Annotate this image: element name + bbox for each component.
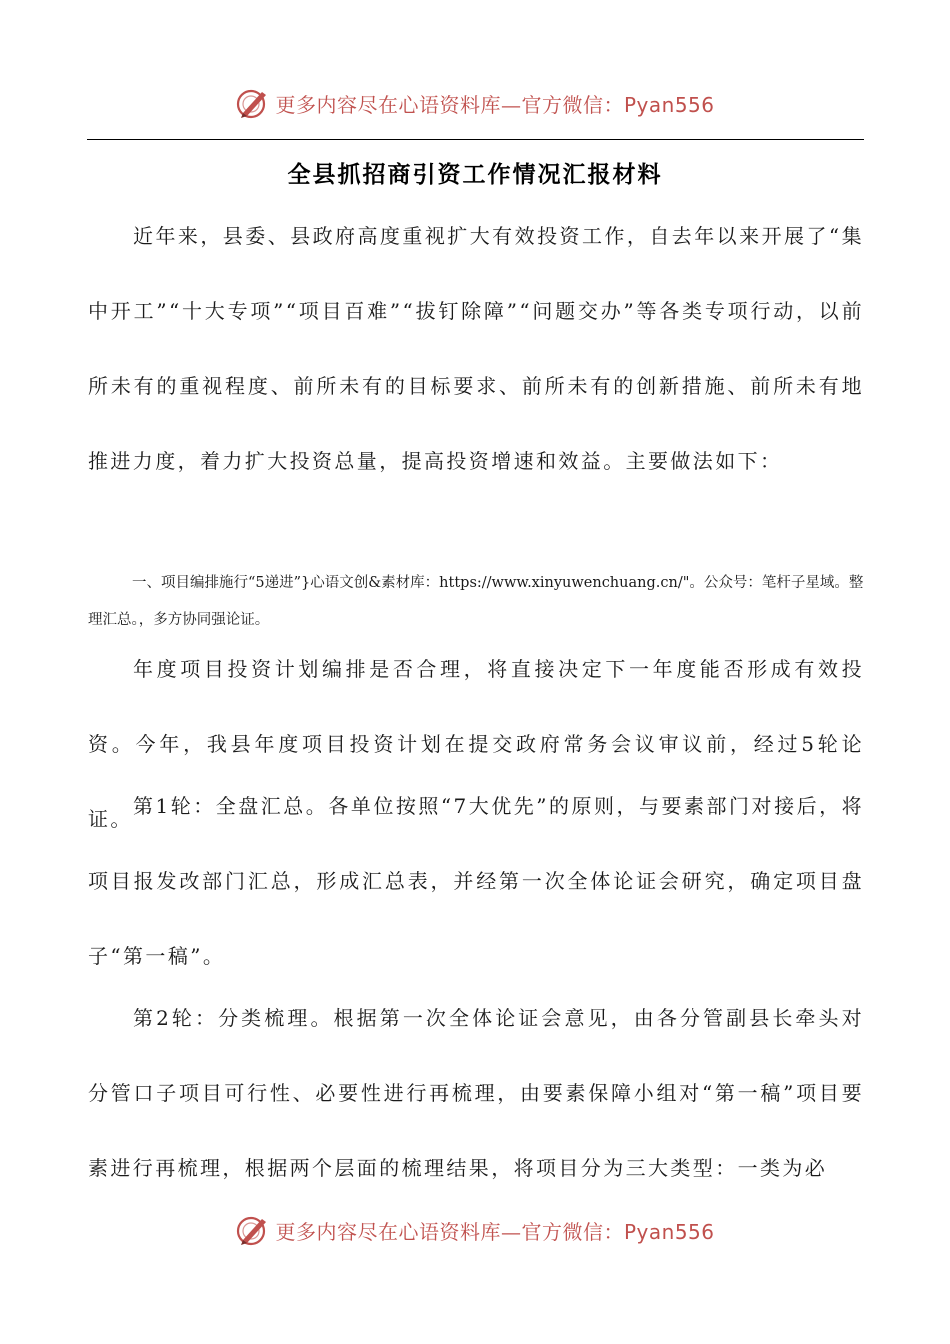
paragraph-3: 第1轮：全盘汇总。各单位按照“7大优先”的原则，与要素部门对接后，将项目报发改部门汇总，形成汇总表，并经第一次全体论证会研究，确定项目盘子“第一稿”。 (88, 794, 864, 968)
header-watermark (0, 83, 950, 123)
watermark-text: 更多内容尽在心语资料库—官方微信： (275, 92, 624, 117)
pen-logo-icon (235, 1212, 271, 1248)
paragraph-2: 年度项目投资计划编排是否合理，将直接决定下一年度能否形成有效投资。今年，我县年度项目投资计划在提交政府常务会议审议前，经过5轮论证。 (88, 657, 864, 831)
footer-watermark (0, 1210, 950, 1250)
document-title: 全县抓招商引资工作情况汇报材料 (287, 161, 663, 188)
intro-paragraph: 近年来，县委、县政府高度重视扩大有效投资工作，自去年以来开展了“集中开工”“十大专项”“项目百难”“拔钉除障”“问题交办”等各类专项行动，以前所未有的重视程度、前所未有的目标要求、前所未有的创新措施、前所未有地推进力度，着力扩大投资总量，提高投资增速和效益。主要做法如下： (88, 224, 864, 473)
watermark-wechat-id: Pyan556 (623, 92, 715, 117)
watermark-wechat-id: Pyan556 (623, 1219, 715, 1244)
header-rule (87, 139, 864, 140)
watermark-text: 更多内容尽在心语资料库—官方微信： (275, 1219, 624, 1244)
paragraph-4: 第2轮：分类梳理。根据第一次全体论证会意见，由各分管副县长牵头对分管口子项目可行性、必要性进行再梳理，由要素保障小组对“第一稿”项目要素进行再梳理，根据两个层面的梳理结果，将项目分为三大类型：一类为必 (88, 1006, 864, 1180)
section1-heading: 一、项目编排施行“5递进”}心语文创&素材库：https://www.xinyuwenchuang.cn/"。公众号：笔杆子星域。整理汇总。，多方协同强论证。 (88, 575, 864, 628)
pen-logo-icon (235, 85, 271, 121)
